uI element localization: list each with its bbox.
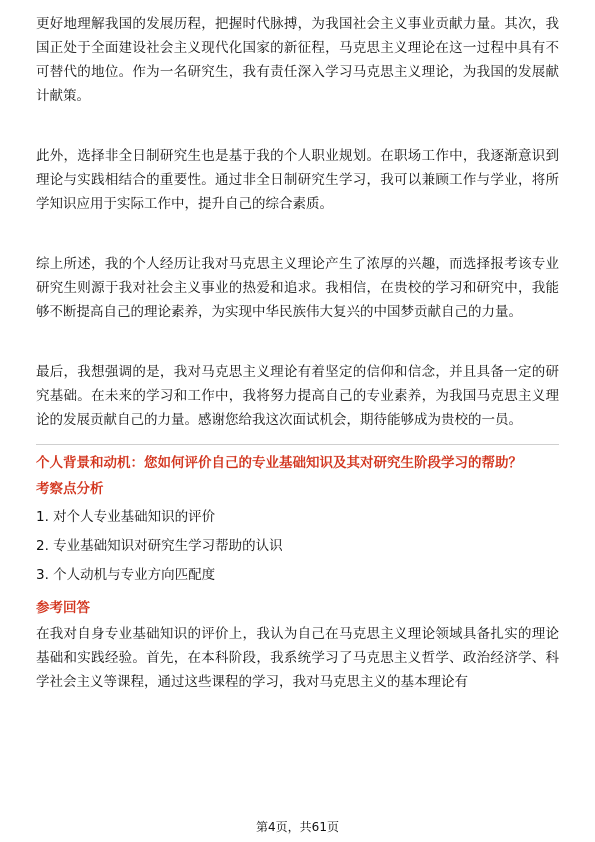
- body-paragraph-4: 最后，我想强调的是，我对马克思主义理论有着坚定的信仰和信念，并且具备一定的研究基础。在未来的学习和工作中，我将努力提高自己的专业素养，为我国马克思主义理论的发展贡献自己的力量。感谢您给我这次面试机会，期待能够成为贵校的一员。: [36, 364, 559, 428]
- answer-label: 参考回答: [36, 600, 90, 616]
- question-heading: 个人背景和动机：您如何评价自己的专业基础知识及其对研究生阶段学习的帮助？: [36, 455, 522, 471]
- answer-text: 在我对自身专业基础知识的评价上，我认为自己在马克思主义理论领域具备扎实的理论基础和实践经验。首先，在本科阶段，我系统学习了马克思主义哲学、政治经济学、科学社会主义等课程，通过这些课程的学习，我对马克思主义的基本理论有: [36, 626, 559, 690]
- page-content: [36, 12, 559, 694]
- analysis-point-1: 1. 对个人专业基础知识的评价: [36, 509, 216, 525]
- analysis-point-2: 2. 专业基础知识对研究生学习帮助的认识: [36, 538, 283, 554]
- body-paragraph-1: 更好地理解我国的发展历程，把握时代脉搏，为我国社会主义事业贡献力量。其次，我国正处于全面建设社会主义现代化国家的新征程，马克思主义理论在这一过程中具有不可替代的地位。作为一名研究生，我有责任深入学习马克思主义理论，为我国的发展献计献策。: [36, 16, 559, 104]
- body-paragraph-3: 综上所述，我的个人经历让我对马克思主义理论产生了浓厚的兴趣，而选择报考该专业研究生则源于我对社会主义事业的热爱和追求。我相信，在贵校的学习和研究中，我能够不断提高自己的理论素养，为实现中华民族伟大复兴的中国梦贡献自己的力量。: [36, 256, 559, 320]
- body-paragraph-2: 此外，选择非全日制研究生也是基于我的个人职业规划。在职场工作中，我逐渐意识到理论与实践相结合的重要性。通过非全日制研究生学习，我可以兼顾工作与学业，将所学知识应用于实际工作中，提升自己的综合素质。: [36, 148, 559, 212]
- analysis-label: 考察点分析: [36, 481, 104, 497]
- section-divider: [36, 444, 559, 445]
- analysis-point-3: 3. 个人动机与专业方向匹配度: [36, 567, 216, 583]
- page-number: 第4页，共61页: [256, 820, 339, 834]
